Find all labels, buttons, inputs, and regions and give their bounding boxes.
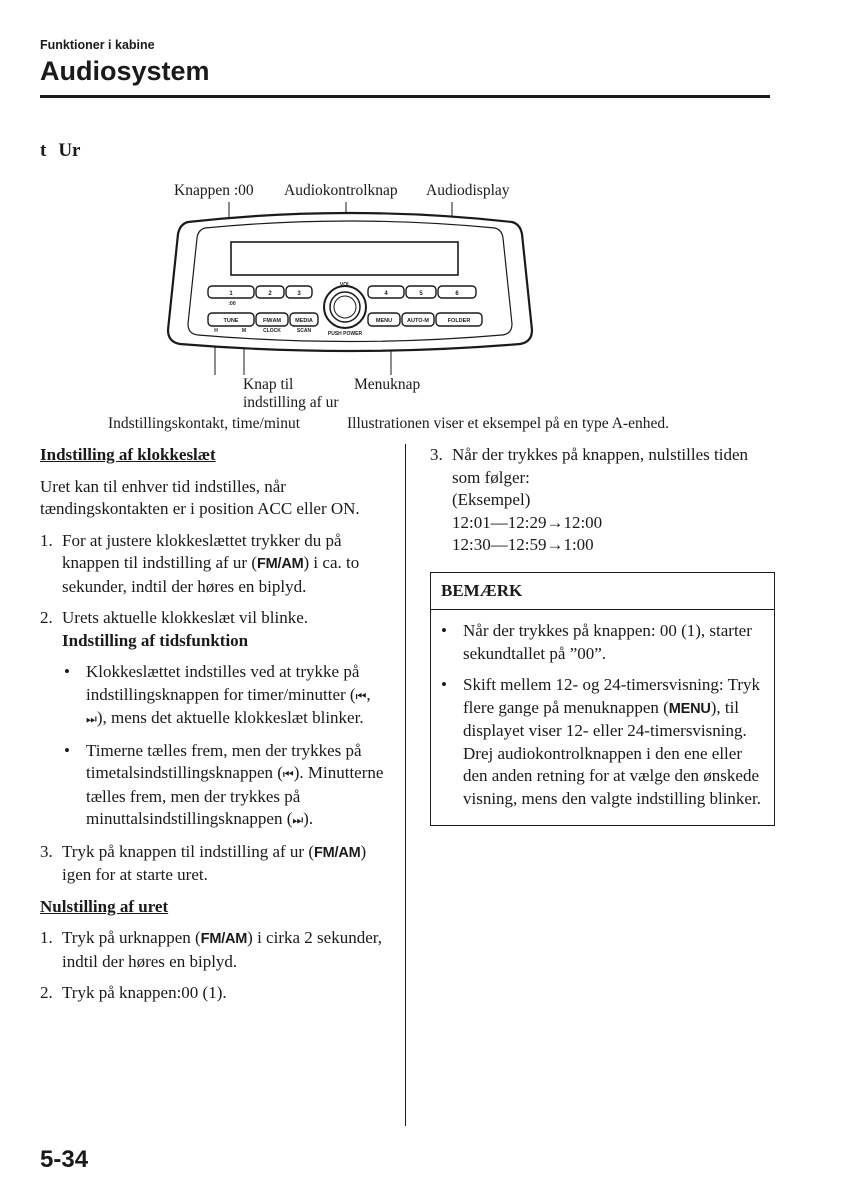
example-line: 12:30—12:59→1:00 — [452, 535, 594, 554]
page-title: Audiosystem — [40, 56, 210, 86]
menu-label: MENU — [668, 700, 711, 717]
fm-am-label: FM/AM — [200, 931, 248, 947]
panel-label-vol: VOL — [339, 282, 351, 288]
subsection-marker: t — [40, 140, 47, 161]
note-heading: BEMÆRK — [431, 573, 774, 611]
heading-reset-clock: Nulstilling af uret — [40, 896, 169, 916]
fm-am-label: FM/AM — [257, 556, 304, 572]
panel-label-tune: TUNE — [223, 318, 239, 324]
seek-forward-icon: ⏭ — [86, 712, 97, 726]
bullet-text: Timerne tælles frem, men der trykkes på timetalsindstillingsknappen ( — [86, 740, 362, 782]
step-text: ) i cirka 2 sekunder, indtil der høres en biplyd. — [62, 928, 382, 971]
callout-audio-display: Audiodisplay — [426, 182, 510, 199]
right-column — [430, 444, 775, 826]
bullet-text: ), mens det aktuelle klokkeslæt blinker. — [96, 708, 364, 727]
panel-label-4: 4 — [384, 291, 388, 297]
section-kicker: Funktioner i kabine — [40, 38, 155, 52]
step-text: Når der trykkes på knappen, nulstilles tiden som følger: — [452, 445, 749, 487]
panel-label-3: 3 — [297, 291, 301, 297]
panel-label-5: 5 — [419, 291, 423, 297]
reset-step-2 — [40, 982, 390, 1005]
intro-paragraph: Uret kan til enhver tid indstilles, når tændingskontakten er i position ACC eller ON. — [40, 476, 360, 518]
seek-forward-icon: ⏭ — [292, 813, 304, 827]
page-number: 5-34 — [40, 1146, 89, 1173]
note-text: Når der trykkes på knappen: 00 (1), starter sekundtallet på ”00”. — [463, 621, 752, 663]
panel-label-m: M — [241, 328, 247, 334]
subsection-heading — [40, 140, 80, 162]
callout-setting-switch: Indstillingskontakt, time/minut — [108, 415, 301, 432]
callout-clock-button-line2: indstilling af ur — [243, 394, 339, 411]
note-box — [430, 572, 775, 827]
bullet-text: ). — [303, 809, 314, 828]
title-divider — [40, 95, 770, 98]
note-text: ), til displayet viser 12- eller 24-timersvisning. Drej audiokontrolknappen i den ene eller den anden retning for at vælge den ønskede visning, mens den valgte indstilling blinker. — [463, 697, 761, 808]
panel-label-fm-am: FM/AM — [262, 318, 282, 324]
setting-steps-continued — [430, 444, 775, 557]
setting-step-2 — [40, 607, 390, 832]
bullet-text: Klokkeslættet indstilles ved at trykke på indstillingsknappen for timer/minutter ( — [86, 662, 360, 704]
panel-label-menu: MENU — [375, 318, 393, 324]
example-line: 12:01—12:29→12:00 — [452, 512, 603, 532]
callout-audio-knob: Audiokontrolknap — [284, 182, 398, 199]
note-item — [439, 620, 766, 665]
figure-note: Illustrationen viser et eksempel på en type A-enhed. — [347, 415, 669, 432]
step-text: For at justere klokkeslættet trykker du på knappen til indstilling af ur ( — [62, 530, 342, 572]
bullet-text: ). Minutterne tælles frem, men der trykkes på minuttalsindstillingsknappen ( — [86, 763, 384, 828]
step-number: 1. — [40, 530, 53, 550]
subsection-title: Ur — [58, 140, 81, 161]
bullet-item — [62, 740, 390, 832]
setting-steps — [40, 530, 390, 887]
seek-back-icon: ⏮ — [355, 688, 367, 703]
callout-clock-button-line1: Knap til — [243, 376, 294, 393]
callout-button-00: Knappen :00 — [174, 182, 254, 199]
step-text: Urets aktuelle klokkeslæt vil blinke. — [62, 608, 308, 627]
callout-menu-button: Menuknap — [354, 376, 421, 393]
bullet-text: , — [366, 684, 371, 704]
left-column — [40, 444, 390, 1014]
setting-step-3-reset — [430, 444, 775, 557]
bullet-item — [62, 661, 390, 731]
time-mode-heading: Indstilling af tidsfunktion — [62, 630, 249, 650]
step-number: 1. — [40, 928, 53, 947]
step-text: ) igen for at starte uret. — [62, 841, 367, 884]
panel-label-media: MEDIA — [295, 318, 313, 324]
step-text: Tryk på urknappen ( — [62, 928, 201, 947]
panel-label-00: :00 — [228, 301, 236, 307]
audio-display — [231, 242, 458, 275]
step-text: ) i ca. to sekunder, indtil der høres en biplyd. — [62, 553, 360, 596]
panel-label-scan: SCAN — [296, 328, 312, 334]
seek-back-icon: ⏮ — [282, 767, 294, 781]
note-item — [439, 674, 766, 810]
note-bullets — [439, 620, 766, 810]
step-number: 2. — [40, 608, 53, 627]
step-text: Tryk på knappen til indstilling af ur ( — [62, 841, 314, 861]
setting-step-3 — [40, 841, 390, 887]
time-mode-bullets — [62, 661, 390, 832]
step-number: 3. — [430, 445, 443, 464]
setting-step-1 — [40, 530, 390, 599]
audio-unit-illustration — [160, 200, 540, 375]
heading-setting-clock: Indstilling af klokkeslæt — [40, 445, 216, 464]
reset-step-1 — [40, 927, 390, 973]
panel-label-push-power: PUSH POWER — [327, 331, 363, 337]
fm-am-label: FM/AM — [314, 844, 361, 861]
panel-label-6: 6 — [455, 291, 459, 297]
reset-steps — [40, 927, 390, 1005]
panel-label-1: 1 — [229, 291, 233, 297]
panel-label-folder: FOLDER — [447, 318, 471, 324]
panel-label-h: H — [214, 328, 218, 334]
step-number: 3. — [40, 841, 53, 861]
column-divider — [405, 444, 406, 1126]
example-label: (Eksempel) — [452, 490, 531, 509]
panel-label-2: 2 — [268, 291, 272, 297]
step-text: Tryk på knappen:00 (1). — [62, 983, 227, 1002]
note-text: Skift mellem 12- og 24-timersvisning: Tryk flere gange på menuknappen ( — [463, 675, 761, 717]
panel-label-auto-m: AUTO-M — [407, 318, 429, 324]
step-number: 2. — [40, 983, 53, 1002]
panel-label-clock: CLOCK — [263, 328, 281, 334]
